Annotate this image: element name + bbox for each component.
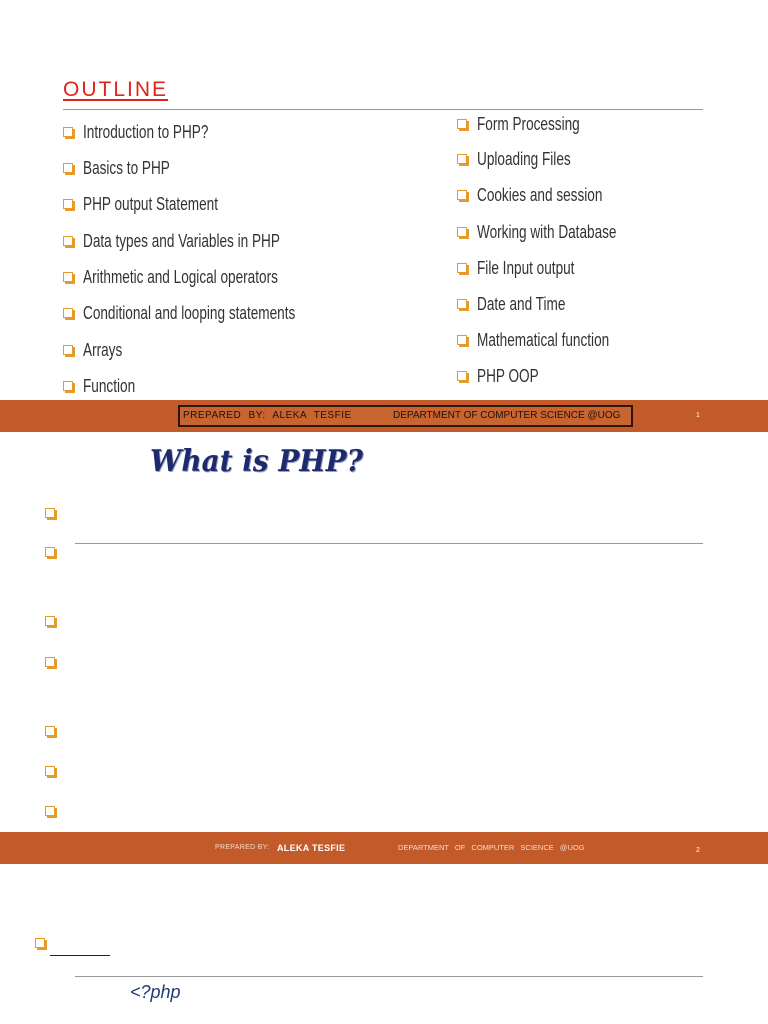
outline-item (457, 114, 757, 134)
footer-author: ALEKA TESFIE (277, 843, 346, 853)
bullet-icon (457, 299, 467, 309)
bullet-icon (63, 163, 73, 173)
slide-2 (0, 432, 768, 864)
bullet-icon (457, 119, 467, 129)
outline-item-label: Form Processing (477, 114, 580, 134)
outline-item-label: File Input output (477, 258, 575, 278)
outline-item (457, 222, 757, 242)
bullet-icon (457, 371, 467, 381)
bullet-icon (457, 154, 467, 164)
outline-item (63, 122, 363, 142)
outline-item-label: Date and Time (477, 294, 566, 314)
title-rule (75, 543, 703, 544)
outline-item (63, 231, 363, 251)
outline-item (63, 376, 363, 396)
outline-item (63, 194, 363, 214)
title-rule (75, 976, 703, 977)
outline-item (63, 303, 363, 323)
slide-1 (0, 0, 768, 432)
outline-item-label: Basics to PHP (83, 158, 170, 178)
bullet-icon (457, 190, 467, 200)
outline-item-label: Cookies and session (477, 185, 603, 205)
bullet-icon (63, 236, 73, 246)
bullet-icon (63, 199, 73, 209)
bullet-icon (457, 263, 467, 273)
outline-item (457, 366, 757, 386)
outline-item-label: Arithmetic and Logical operators (83, 267, 278, 287)
footer-department: DEPARTMENT OF COMPUTER SCIENCE @UOG (393, 410, 621, 421)
title-rule (63, 109, 703, 110)
bullet-icon (63, 345, 73, 355)
outline-item-label: PHP output Statement (83, 194, 218, 214)
outline-item (63, 267, 363, 287)
outline-item (457, 149, 757, 169)
code-snippet: <?php (130, 982, 181, 1002)
outline-item (457, 294, 757, 314)
bullet-icon (457, 227, 467, 237)
page-number: 2 (696, 847, 700, 854)
outline-item-label: Mathematical function (477, 330, 610, 350)
blank-underline (50, 955, 110, 956)
bullet-icon (63, 308, 73, 318)
outline-item-label: Working with Database (477, 222, 617, 242)
outline-item-label: Function (83, 376, 136, 396)
bullet-icon (35, 938, 45, 948)
bullet-icon (45, 766, 55, 776)
outline-item (63, 158, 363, 178)
bullet-icon (63, 381, 73, 391)
slide-footer (0, 400, 768, 432)
bullet-icon (45, 806, 55, 816)
slide-3 (0, 864, 768, 1024)
bullet-icon (63, 272, 73, 282)
outline-item-label: PHP OOP (477, 366, 539, 386)
bullet-icon (63, 127, 73, 137)
outline-item-label: Data types and Variables in PHP (83, 231, 280, 251)
outline-item-label: Uploading Files (477, 149, 571, 169)
footer-box (178, 405, 633, 427)
outline-item (457, 330, 757, 350)
bullet-icon (45, 726, 55, 736)
slide-title: What is PHP? (150, 444, 363, 479)
footer-prepared-by: PREPARED BY: ALEKA TESFIE (183, 410, 352, 421)
slide-footer (0, 832, 768, 864)
outline-item (457, 258, 757, 278)
footer-prepared-label: PREPARED BY: (215, 844, 270, 851)
bullet-icon (45, 616, 55, 626)
bullet-icon (457, 335, 467, 345)
outline-item (457, 185, 757, 205)
outline-item-label: Arrays (83, 340, 123, 360)
outline-title: OUTLINE (63, 78, 169, 101)
outline-item-label: Conditional and looping statements (83, 303, 296, 323)
bullet-icon (45, 657, 55, 667)
bullet-icon (45, 547, 55, 557)
outline-item-label: Introduction to PHP? (83, 122, 209, 142)
bullet-icon (45, 508, 55, 518)
outline-item (63, 340, 363, 360)
footer-department: DEPARTMENT OF COMPUTER SCIENCE @UOG (398, 843, 585, 852)
page-number: 1 (696, 412, 700, 419)
